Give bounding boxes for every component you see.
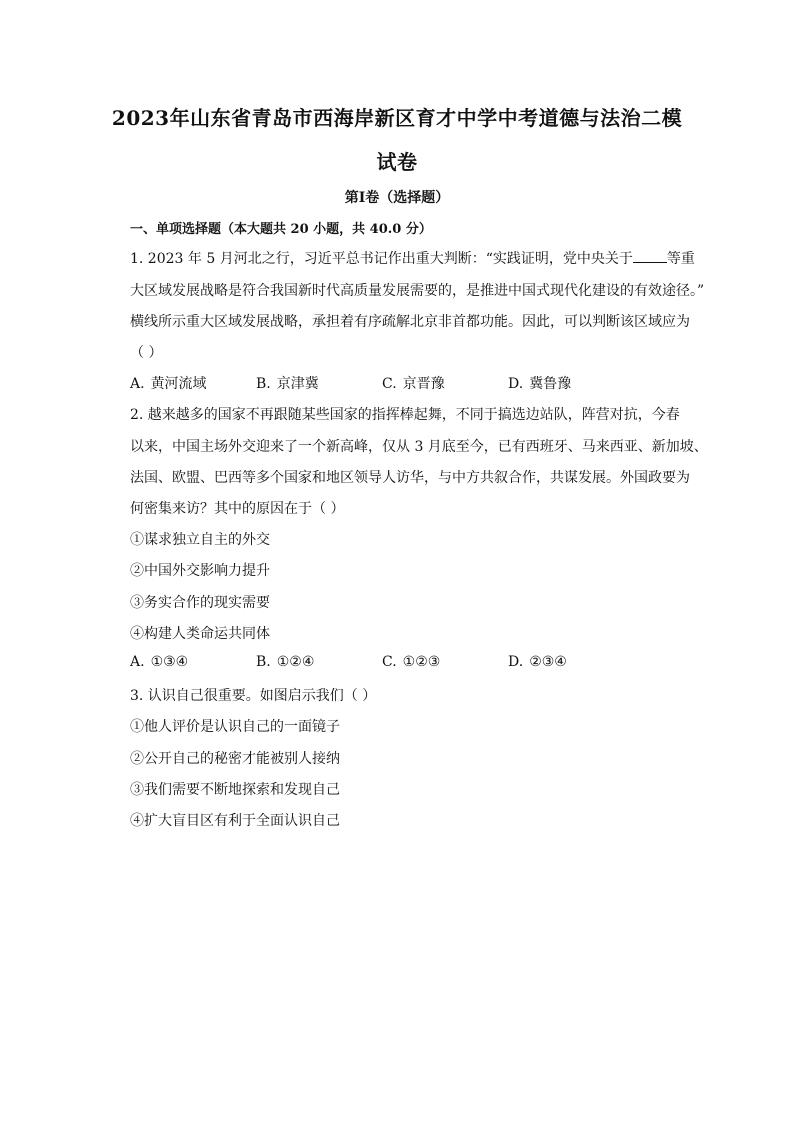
q2-item-1: ①谋求独立自主的外交 [130, 532, 270, 548]
q2-item-4: ④构建人类命运共同体 [130, 626, 270, 642]
q1-option-b[interactable] [256, 373, 319, 393]
q1-fill-blank [633, 250, 667, 263]
q2-option-d[interactable] [508, 654, 567, 670]
section-heading: 一、单项选择题（本大题共 20 小题，共 40.0 分） [130, 222, 432, 237]
q3-item-4: ④扩大盲目区有利于全面认识自己 [130, 813, 340, 829]
q1-line1-text: 1. 2023 年 5 月河北之行，习近平总书记作出重大判断：“实践证明，党中央关于 [130, 251, 633, 267]
q3-item-2: ②公开自己的秘密才能被别人接纳 [130, 751, 340, 767]
option-key: B. [256, 376, 271, 392]
q2-option-a[interactable] [130, 654, 188, 670]
option-key: A. [130, 376, 145, 392]
q2-option-b[interactable] [256, 654, 314, 670]
document-title-line1: 2023年山东省青岛市西海岸新区育才中学中考道德与法治二模 [111, 106, 683, 130]
option-key: D. [508, 376, 524, 392]
q2-item-3: ③务实合作的现实需要 [130, 595, 270, 611]
option-key: D. [508, 654, 524, 670]
option-key: B. [256, 654, 271, 670]
option-text: ②③④ [529, 654, 567, 670]
option-text: 京津冀 [276, 376, 319, 392]
q3-item-1: ①他人评价是认识自己的一面镜子 [130, 719, 340, 735]
q2-option-c[interactable] [382, 654, 440, 670]
option-key: C. [382, 654, 397, 670]
option-text: ①②④ [276, 654, 315, 670]
document-title-line2: 试卷 [376, 150, 418, 174]
q2-line4: 何密集来访？其中的原因在于（ ） [130, 501, 345, 517]
option-text: ①③④ [150, 654, 189, 670]
q1-line1 [130, 248, 695, 268]
option-text: 黄河流域 [150, 376, 207, 392]
option-text: 冀鲁豫 [529, 376, 572, 392]
q1-option-a[interactable] [130, 373, 207, 393]
q2-line1: 2. 越来越多的国家不再跟随某些国家的指挥棒起舞，不同于搞选边站队，阵营对抗，今春 [130, 407, 680, 423]
q1-line4: （ ） [130, 345, 163, 361]
q3-line1: 3. 认识自己很重要。如图启示我们（ ） [130, 688, 377, 704]
q1-option-c[interactable] [382, 373, 445, 393]
option-text: 京晋豫 [402, 376, 445, 392]
volume-subtitle: 第I卷（选择题） [344, 190, 450, 206]
q1-line2: 大区域发展战略是符合我国新时代高质量发展需要的，是推进中国式现代化建设的有效途径。” [130, 283, 705, 299]
q1-option-d[interactable] [508, 373, 571, 393]
q1-line3: 横线所示重大区域发展战略，承担着有序疏解北京非首都功能。因此，可以判断该区域应为 [130, 314, 690, 330]
q1-line1-tail: 等重 [666, 251, 695, 267]
q2-item-2: ②中国外交影响力提升 [130, 563, 270, 579]
option-key: A. [130, 654, 145, 670]
option-key: C. [382, 376, 397, 392]
q2-line3: 法国、欧盟、巴西等多个国家和地区领导人访华，与中方共叙合作，共谋发展。外国政要为 [130, 470, 690, 486]
option-text: ①②③ [402, 654, 441, 670]
q3-item-3: ③我们需要不断地探索和发现自己 [130, 782, 340, 798]
q2-line2: 以来，中国主场外交迎来了一个新高峰，仅从 3 月底至今，已有西班牙、马来西亚、新加坡、 [130, 439, 708, 455]
